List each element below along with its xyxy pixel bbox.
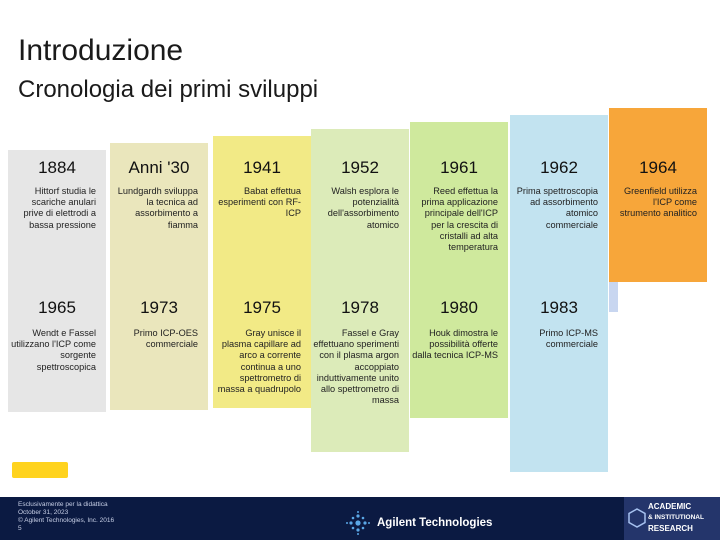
page-subtitle: Cronologia dei primi sviluppi (18, 76, 319, 103)
year-label: 1965 (38, 298, 76, 317)
timeline-column-2 (110, 143, 208, 410)
year-label: Anni '30 (128, 158, 190, 177)
year-label: 1952 (341, 158, 379, 177)
year-label: 1973 (140, 298, 178, 317)
event-description: Wendt e Fassel utilizzano l'ICP come sorgente spettroscopica (11, 328, 96, 372)
footer-copyright: © Agilent Technologies, Inc. 2016 (18, 517, 115, 524)
event-description: Greenfield utilizza l'ICP come strumento analitico (619, 186, 697, 219)
year-label: 1964 (639, 158, 677, 177)
page-title: Introduzione (18, 34, 184, 67)
agilent-logo (345, 510, 492, 536)
brand-name: Agilent Technologies (377, 517, 493, 529)
event-description: Walsh esplora le potenzialità dell'assorbimento atomico (327, 186, 399, 230)
year-label: 1941 (243, 158, 281, 177)
academic-line-1: ACADEMIC (648, 502, 692, 511)
event-description: Babat effettua esperimenti con RF-ICP (218, 186, 301, 219)
event-description: Prima spettroscopia ad assorbimento atomico commerciale (516, 186, 598, 230)
year-label: 1975 (243, 298, 281, 317)
footer-text (18, 501, 114, 533)
hexagon-icon (628, 508, 646, 528)
year-label: 1884 (38, 158, 76, 177)
footer-bar (0, 497, 720, 540)
event-description: Houk dimostra le possibilità offerte dalla tecnica ICP-MS (412, 328, 498, 361)
year-label: 1983 (540, 298, 578, 317)
event-description: Lundgardh sviluppa la tecnica ad assorbimento a fiamma (117, 186, 198, 230)
event-description: Gray unisce il plasma capillare ad arco a corrente continua a uno spettrometro di massa a quadrupolo (217, 328, 301, 395)
timeline-column-extra (609, 282, 618, 312)
academic-line-3: RESEARCH (648, 524, 693, 533)
event-description: Hittorf studia le scariche anulari prive di elettrodi a bassa pressione (23, 186, 96, 230)
yellow-tag (12, 462, 68, 478)
academic-line-2: & INSTITUTIONAL (648, 514, 704, 521)
spark-icon (345, 510, 371, 536)
year-label: 1980 (440, 298, 478, 317)
page-number: 5 (18, 525, 22, 532)
event-description: Fassel e Gray effettuano sperimenti con il plasma argon accoppiato induttivamente unito allo spettrometro di massa (313, 328, 399, 406)
footer-note: Esclusivamente per la didattica (18, 501, 108, 508)
event-description: Reed effettua la prima applicazione principale dell'ICP per la crescita di cristalli ad alta temperatura (421, 186, 498, 253)
year-label: 1961 (440, 158, 478, 177)
footer-date: October 31, 2023 (18, 509, 69, 516)
year-label: 1962 (540, 158, 578, 177)
year-label: 1978 (341, 298, 379, 317)
academic-badge (624, 497, 720, 540)
event-description: Primo ICP-MS commerciale (539, 328, 598, 350)
event-description: Primo ICP-OES commerciale (133, 328, 198, 350)
